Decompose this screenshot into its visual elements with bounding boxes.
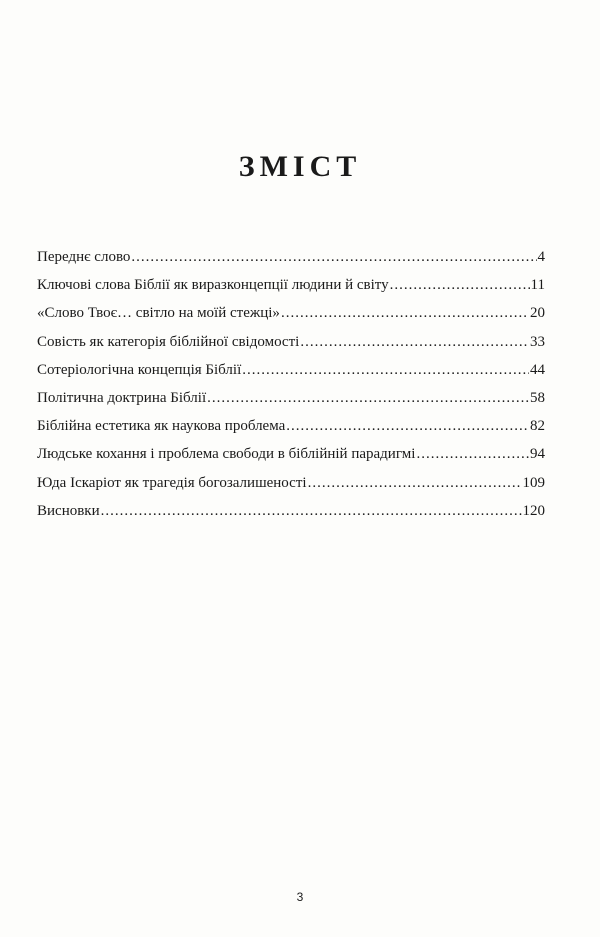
- toc-entry-page: 94: [530, 446, 545, 463]
- toc-entry: [37, 249, 545, 277]
- toc-entry: [37, 390, 545, 418]
- toc-entry: [37, 475, 545, 503]
- toc-leader-dots: [101, 503, 522, 520]
- toc-leader-dots: [207, 390, 529, 407]
- toc-entry-title: Біблійна естетика як наукова проблема: [37, 418, 286, 435]
- toc-entry: [37, 277, 545, 305]
- toc-entry: [37, 446, 545, 474]
- toc-entry-page: 44: [530, 361, 545, 378]
- toc-entry-page: 109: [522, 474, 545, 491]
- toc-leader-dots: [281, 305, 529, 322]
- toc-entry-page: 82: [530, 418, 545, 435]
- toc-entry-title: Сотеріологічна концепція Біблії: [37, 361, 242, 378]
- toc-entry: [37, 503, 545, 531]
- toc-entry-page: 58: [530, 389, 545, 406]
- toc-entry-title: Переднє слово: [37, 249, 131, 265]
- toc-entry-page: 33: [530, 333, 545, 350]
- toc-leader-dots: [286, 418, 529, 435]
- toc-entry-title: Політична доктрина Біблії: [37, 389, 207, 406]
- toc-entry-title: Ключові слова Біблії як виразконцепції людини й світу: [37, 277, 389, 294]
- toc-leader-dots: [131, 249, 536, 266]
- page-title: ЗМІСТ: [238, 150, 362, 183]
- page-number: 3: [296, 890, 304, 904]
- toc-entry: [37, 418, 545, 446]
- toc-entry-title: Юда Іскаріот як трагедія богозалишеності: [37, 474, 307, 491]
- toc-entry-title: «Слово Твоє… світло на моїй стежці»: [37, 305, 280, 322]
- toc-entry-title: Людське кохання і проблема свободи в біблійній парадигмі: [37, 446, 416, 463]
- toc-leader-dots: [308, 475, 522, 492]
- toc-entry: [37, 305, 545, 333]
- toc-leader-dots: [390, 277, 530, 294]
- toc-entry-title: Висновки: [37, 502, 100, 519]
- toc-entry-title: Совість як категорія біблійної свідомості: [37, 333, 300, 350]
- toc-leader-dots: [300, 334, 529, 351]
- toc-entry-page: 120: [522, 502, 545, 519]
- toc-entry-page: 11: [530, 277, 545, 294]
- toc-leader-dots: [416, 446, 529, 463]
- toc-leader-dots: [242, 362, 529, 379]
- toc-entry-page: 4: [537, 249, 545, 265]
- toc-entry-page: 20: [530, 305, 545, 322]
- table-of-contents: [37, 249, 545, 531]
- toc-entry: [37, 334, 545, 362]
- toc-entry: [37, 362, 545, 390]
